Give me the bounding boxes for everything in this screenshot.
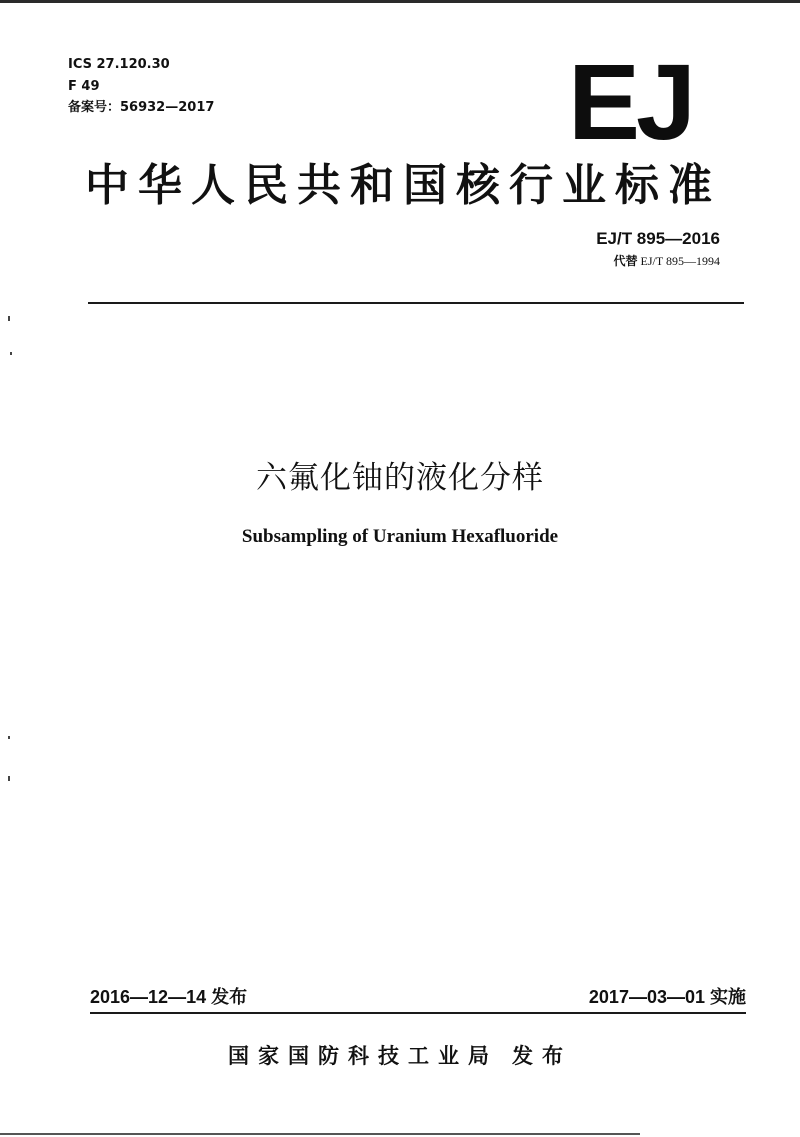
footer-divider: [90, 1012, 746, 1014]
scan-mark: [8, 736, 10, 739]
ej-logo: EJ: [568, 41, 693, 162]
scan-mark: [10, 352, 12, 355]
scan-mark: [8, 776, 10, 781]
implementation-date: 2017—03—01 实施: [588, 987, 746, 1007]
document-title-chinese: 六氟化铀的液化分样: [256, 460, 544, 496]
publish-verb: 发布: [512, 1044, 572, 1068]
replaces-label: 代替: [613, 254, 638, 268]
ics-code: ICS 27.120.30: [68, 57, 170, 72]
scan-mark: [8, 316, 10, 321]
publisher-name: 国家国防科技工业局: [228, 1044, 498, 1068]
header-divider: [88, 302, 744, 304]
publisher-line: [0, 1040, 800, 1070]
classification-code: F 49: [68, 79, 100, 94]
filing-number: 备案号：56932—2017: [68, 100, 215, 115]
standard-number: EJ/T 895—2016: [596, 229, 720, 248]
top-border-line: [0, 0, 800, 3]
issue-date: 2016—12—14 发布: [90, 987, 248, 1007]
replaced-standard-number: EJ/T 895—1994: [640, 254, 720, 268]
replaces-line: [614, 252, 720, 269]
document-title-english: Subsampling of Uranium Hexafluoride: [241, 526, 559, 547]
bottom-border-line: [0, 1133, 640, 1135]
industry-standard-title: 中华人民共和国核行业标准: [85, 160, 721, 211]
